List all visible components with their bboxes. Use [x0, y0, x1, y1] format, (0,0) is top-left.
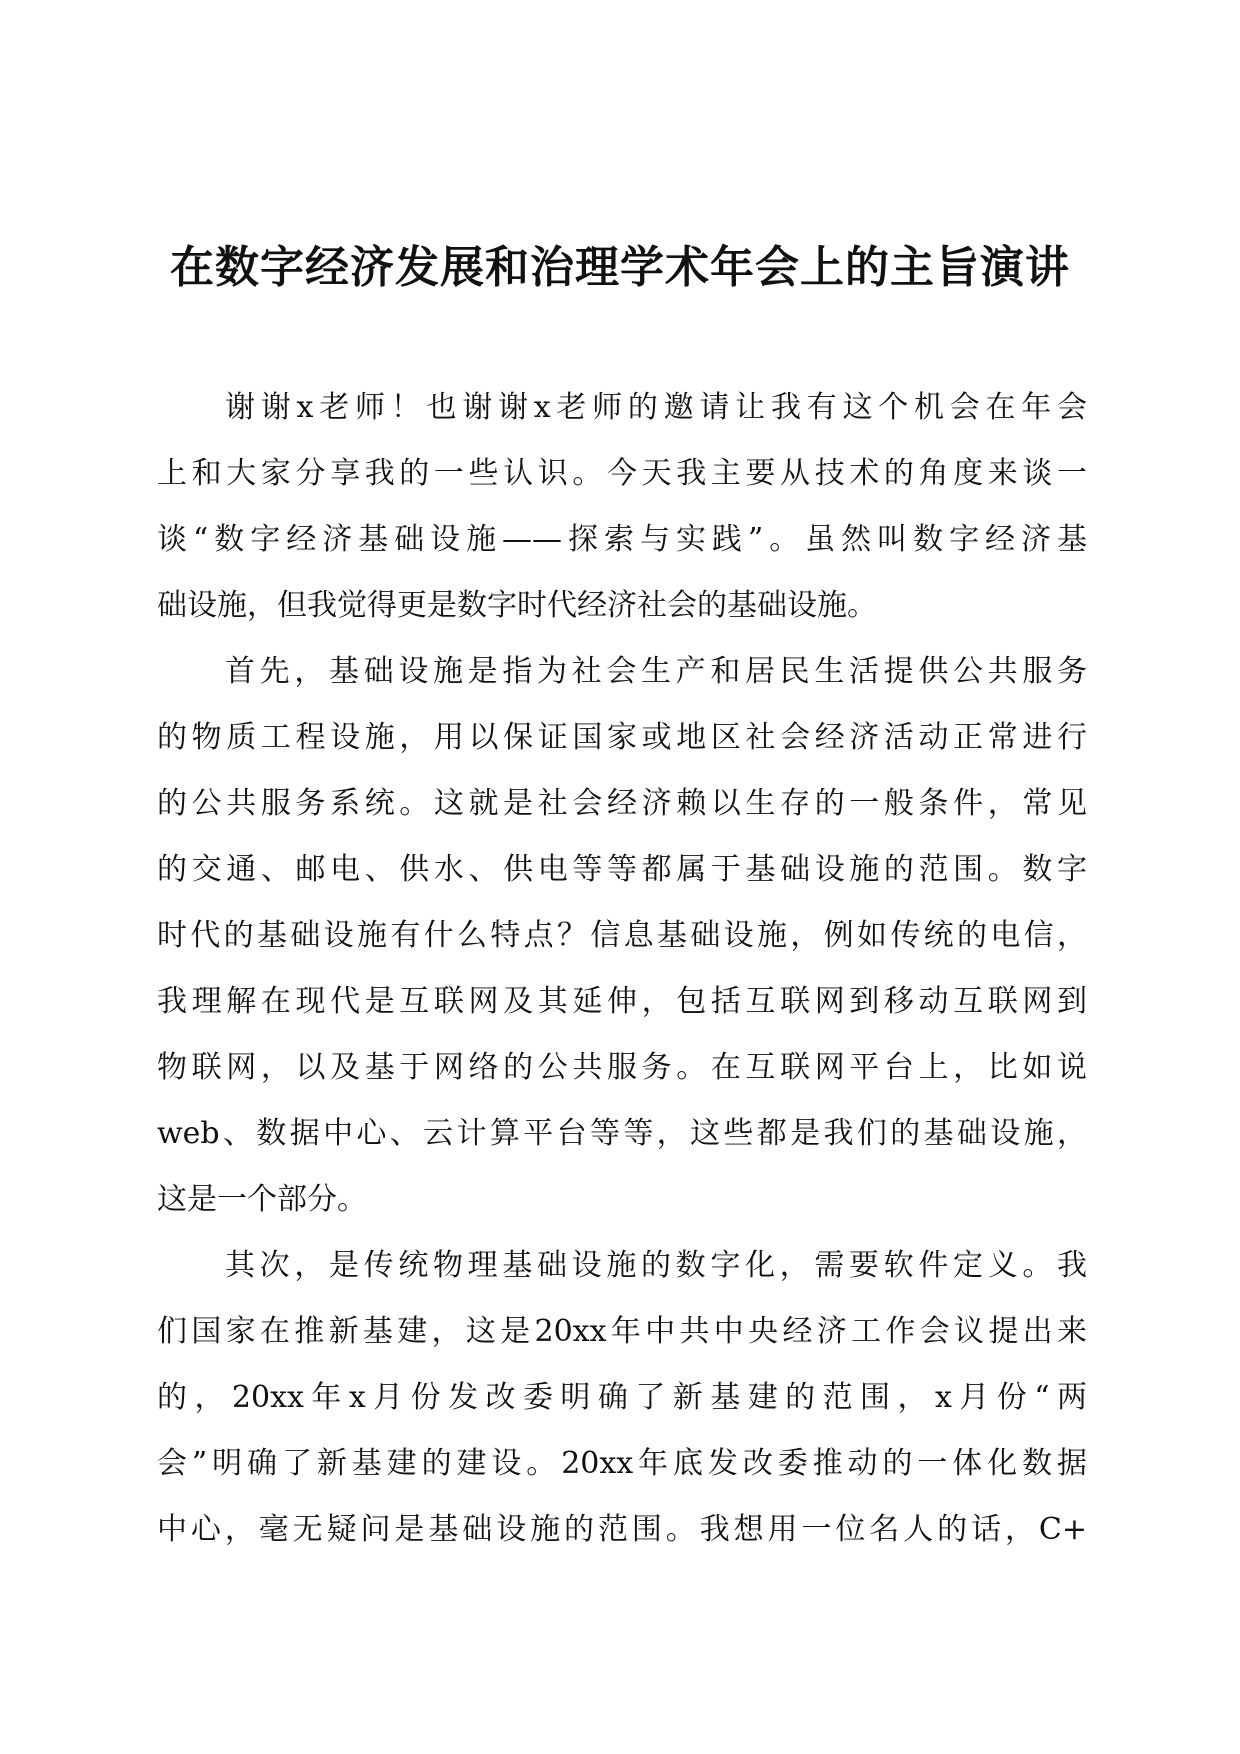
paragraph-2-line-4: 的交通、邮电、供水、供电等等都属于基础设施的范围。数字	[157, 852, 1087, 887]
paragraph-2-line-2: 的物质工程设施，用以保证国家或地区社会经济活动正常进行	[157, 720, 1087, 755]
paragraph-1-line-1: 谢谢x老师！也谢谢x老师的邀请让我有这个机会在年会	[225, 390, 1087, 425]
paragraph-3-line-2: 们国家在推新基建，这是20xx年中共中央经济工作会议提出来	[157, 1314, 1087, 1349]
paragraph-2-line-8: web、数据中心、云计算平台等等，这些都是我们的基础设施，	[157, 1116, 1087, 1151]
document-body	[157, 375, 1087, 1563]
paragraph-2-line-5: 时代的基础设施有什么特点？信息基础设施，例如传统的电信，	[157, 918, 1087, 953]
paragraph-2-line-7: 物联网，以及基于网络的公共服务。在互联网平台上，比如说	[157, 1050, 1087, 1085]
paragraph-1-line-4: 础设施，但我觉得更是数字时代经济社会的基础设施。	[157, 588, 877, 623]
paragraph-3-line-1: 其次，是传统物理基础设施的数字化，需要软件定义。我	[225, 1248, 1087, 1283]
paragraph-2-line-3: 的公共服务系统。这就是社会经济赖以生存的一般条件，常见	[157, 786, 1087, 821]
paragraph-1-line-2: 上和大家分享我的一些认识。今天我主要从技术的角度来谈一	[157, 456, 1087, 491]
paragraph-3-line-5: 中心，毫无疑问是基础设施的范围。我想用一位名人的话，C+	[157, 1512, 1087, 1547]
paragraph-3-line-3: 的，20xx年x月份发改委明确了新基建的范围，x月份“两	[157, 1380, 1087, 1415]
document-title: 在数字经济发展和治理学术年会上的主旨演讲	[170, 242, 1070, 293]
paragraph-3-line-4: 会”明确了新基建的建设。20xx年底发改委推动的一体化数据	[157, 1446, 1087, 1481]
paragraph-2-line-9: 这是一个部分。	[157, 1182, 367, 1217]
paragraph-2-line-6: 我理解在现代是互联网及其延伸，包括互联网到移动互联网到	[157, 984, 1087, 1019]
paragraph-2-line-1: 首先，基础设施是指为社会生产和居民生活提供公共服务	[225, 654, 1087, 689]
paragraph-1-line-3: 谈“数字经济基础设施——探索与实践”。虽然叫数字经济基	[157, 522, 1087, 557]
